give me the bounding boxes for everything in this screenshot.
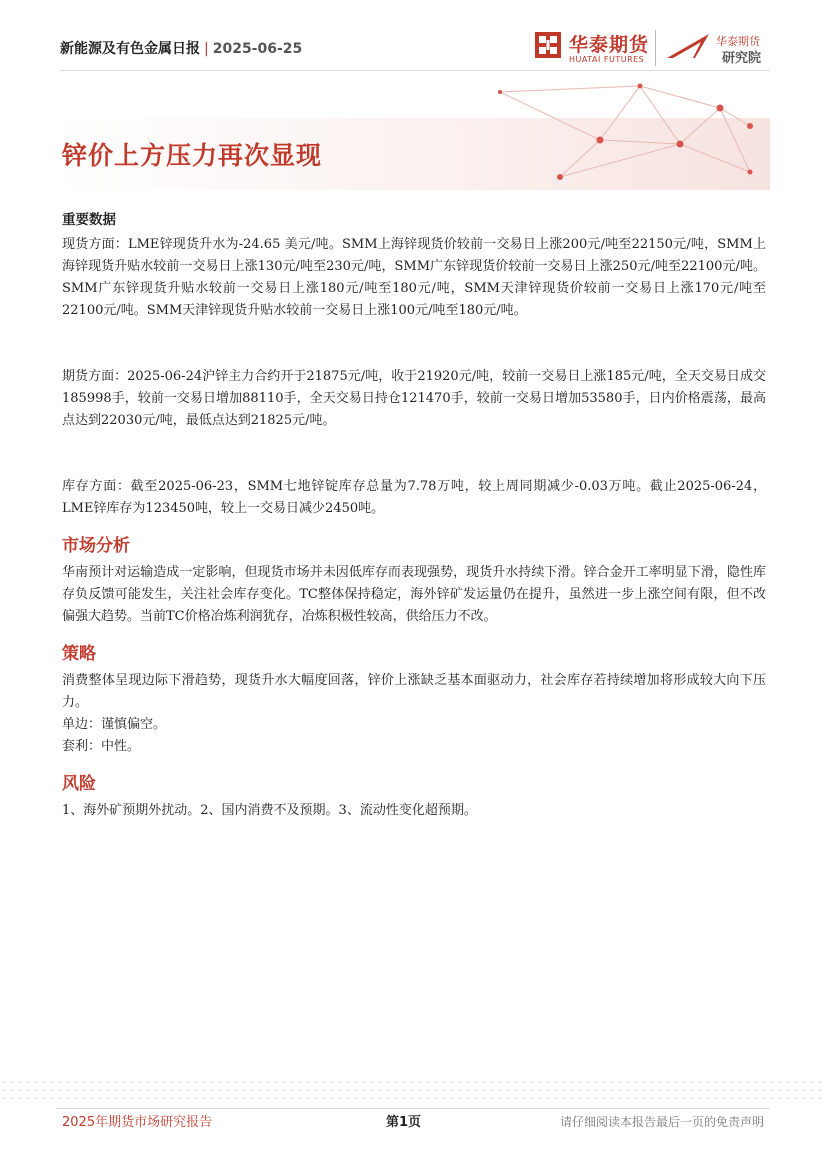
strategy-single-side: 单边：谨慎偏空。	[62, 717, 167, 732]
header-rule	[60, 70, 770, 71]
risk-paragraph: 1、海外矿预期外扰动。2、国内消费不及预期。3、流动性变化超预期。	[62, 803, 477, 818]
strategy-arbitrage: 套利：中性。	[62, 739, 141, 754]
report-body	[62, 210, 766, 822]
inventory-paragraph: 库存方面：截至2025-06-23，SMM七地锌锭库存总量为7.78万吨，较上周同期减少-0.03万吨。截止2025-06-24，LME锌库存为123450吨，较上一交易日减少2450吨。	[62, 479, 766, 516]
footer-disclaimer-note: 请仔细阅读本报告最后一页的免责声明	[559, 1115, 764, 1129]
institute-name-line1: 华泰期货	[716, 35, 760, 48]
footer-report-series: 2025年期货市场研究报告	[62, 1115, 213, 1130]
futures-paragraph: 期货方面：2025-06-24沪锌主力合约开于21875元/吨，收于21920元/吨，较前一交易日上涨185元/吨，全天交易日成交185998手，较前一交易日增加88110手，全天交易日持仓121470手，较前一交易日增加53580手，日内价格震荡，最高点达到22030元/吨，最低点达到21825元/吨。	[62, 369, 766, 428]
report-header	[60, 38, 302, 58]
logo-text-en: HUATAI FUTURES	[569, 55, 645, 64]
footer-rule	[56, 1108, 770, 1109]
strategy-heading: 策略	[62, 644, 96, 664]
key-data-heading: 重要数据	[62, 212, 116, 228]
report-name: 新能源及有色金属日报	[60, 41, 200, 57]
report-date: 2025-06-25	[212, 41, 303, 57]
page-number: 第1页	[386, 1115, 422, 1130]
network-decoration-icon	[470, 72, 770, 192]
footer-dot-pattern-icon	[0, 1078, 826, 1104]
page-title: 锌价上方压力再次显现	[62, 141, 323, 170]
market-analysis-heading: 市场分析	[62, 536, 130, 556]
header-separator: |	[204, 41, 209, 57]
institute-logo-icon	[665, 32, 711, 60]
spot-paragraph: 现货方面：LME锌现货升水为-24.65 美元/吨。SMM上海锌现货价较前一交易日上涨200元/吨至22150元/吨，SMM上海锌现货升贴水较前一交易日上涨130元/吨至230元/吨，SMM广东锌现货价较前一交易日上涨250元/吨至22100元/吨。SMM广东锌现货升贴水较前一交易日上涨180元/吨至180元/吨，SMM天津锌现货价较前一交易日上涨170元/吨至22100元/吨。SMM天津锌现货升贴水较前一交易日上涨100元/吨至180元/吨。	[62, 237, 766, 318]
logo-divider	[655, 30, 656, 66]
strategy-paragraph: 消费整体呈现边际下滑趋势，现货升水大幅度回落，锌价上涨缺乏基本面驱动力，社会库存若持续增加将形成较大向下压力。	[62, 673, 766, 710]
huatai-logo-icon	[535, 32, 561, 58]
institute-name-line2: 研究院	[722, 51, 762, 66]
logo-text-cn: 华泰期货	[569, 34, 650, 56]
market-analysis-paragraph: 华南预计对运输造成一定影响，但现货市场并未因低库存而表现强势，现货升水持续下滑。锌合金开工率明显下滑，隐性库存负反馈可能发生，关注社会库存变化。TC整体保持稳定，海外锌矿发运量仍在提升，虽然进一步上涨空间有限，但不改偏强大趋势。当前TC价格冶炼利润犹存，冶炼积极性较高，供给压力不改。	[62, 565, 766, 624]
risk-heading: 风险	[62, 774, 96, 794]
